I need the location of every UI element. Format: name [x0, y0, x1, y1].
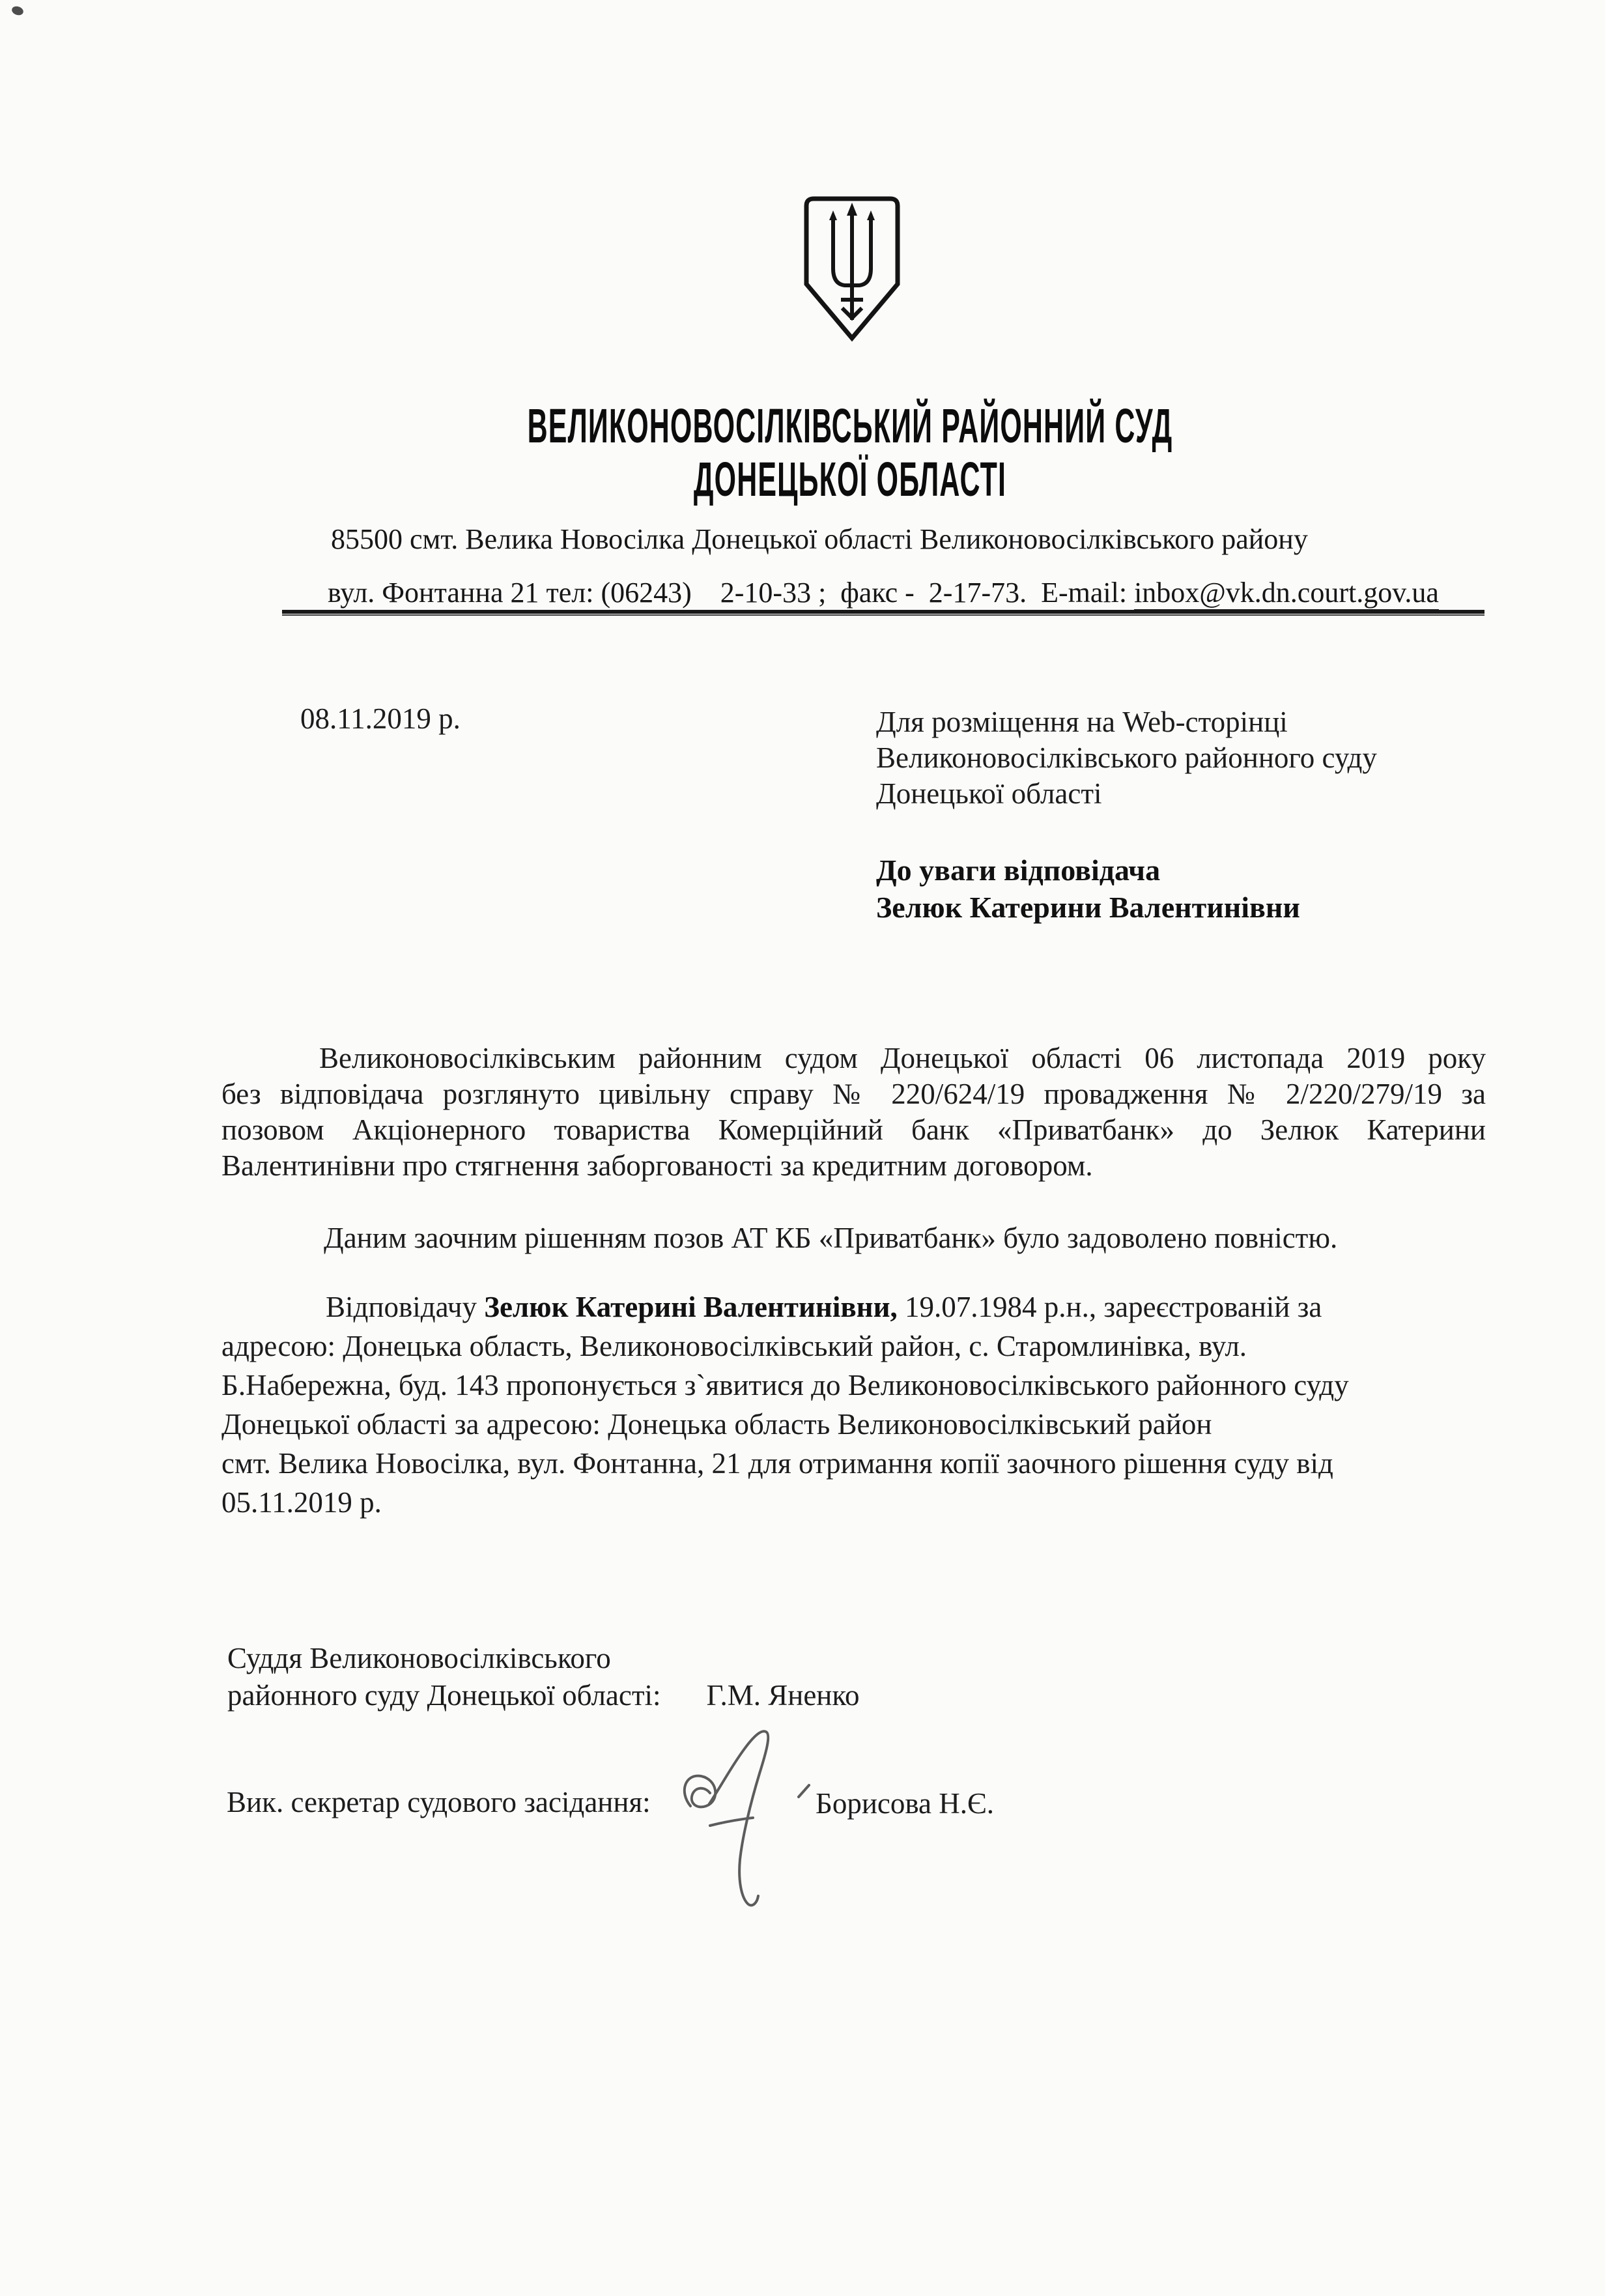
p3-rest: 19.07.1984 р.н., зареєстрованій за [897, 1291, 1322, 1323]
paragraph1-line: Валентинівни про стягнення заборгованості за кредитним договором. [221, 1149, 1093, 1182]
signature-icon [671, 1727, 821, 1916]
court-address-line2 [328, 576, 1439, 610]
paragraph1-line: Великоновосілківським районним судом Донецької області 06 листопада 2019 року [319, 1042, 1486, 1074]
paragraph3-line: Донецької області за адресою: Донецька область Великоновосілківський район [221, 1408, 1212, 1441]
ukraine-coat-of-arms-icon [803, 195, 901, 345]
paragraph3-line: адресою: Донецька область, Великоновосілківський район, с. Старомлинівка, вул. [221, 1330, 1247, 1362]
judge-title-line2 [227, 1678, 859, 1714]
respondent-name-bold: Зелюк Катерині Валентинівни, [484, 1291, 898, 1323]
letter-date: 08.11.2019 р. [300, 702, 461, 735]
p3-prefix: Відповідачу [326, 1291, 485, 1323]
trident-shield-icon [803, 195, 901, 342]
placement-line: Для розміщення на Web-сторінці [876, 706, 1288, 738]
court-address-line1: 85500 смт. Велика Новосілка Донецької області Великоновосілківського району [331, 523, 1308, 555]
paragraph1-line: позовом Акціонерного товариства Комерційний банк «Приватбанк» до Зелюк Катерини [221, 1113, 1486, 1146]
judge-title-label: районного суду Донецької області: [227, 1679, 661, 1712]
judge-title-line1: Суддя Великоновосілківського [227, 1642, 611, 1674]
court-name-line1: ВЕЛИКОНОВОСІЛКІВСЬКИЙ РАЙОННИЙ СУД [527, 399, 1173, 453]
paragraph3-line: смт. Велика Новосілка, вул. Фонтанна, 21 для отримання копії заочного рішення суду від [221, 1447, 1333, 1480]
attention-heading: До уваги відповідача [876, 854, 1161, 887]
address-contacts: вул. Фонтанна 21 тел: (06243) 2-10-33 ; факс - 2-17-73. E-mail: [328, 577, 1135, 609]
court-name-line2: ДОНЕЦЬКОЇ ОБЛАСТІ [693, 452, 1007, 506]
secretary-label: Вик. секретар судового засідання: [227, 1786, 651, 1818]
scan-artifact-speck [10, 5, 24, 17]
paragraph3-line: Б.Набережна, буд. 143 пропонується з`явитися до Великоновосілківського районного суду [221, 1369, 1349, 1401]
paragraph1-line: без відповідача розглянуто цивільну справу № 220/624/19 провадження № 2/220/279/19 за [221, 1078, 1486, 1110]
paragraph2: Даним заочним рішенням позов АТ КБ «Приватбанк» було задоволено повністю. [324, 1222, 1338, 1254]
placement-line: Донецької області [876, 777, 1102, 810]
judge-name: Г.М. Яненко [706, 1679, 860, 1712]
paragraph3-line: 05.11.2019 р. [221, 1486, 382, 1519]
court-email: inbox@vk.dn.court.gov.ua [1134, 577, 1439, 611]
header-divider-rule [282, 610, 1484, 616]
placement-line: Великоновосілківського районного суду [876, 741, 1377, 774]
paragraph3-line [221, 1289, 1486, 1325]
handwritten-signature [671, 1727, 821, 1919]
secretary-name: Борисова Н.Є. [816, 1787, 994, 1820]
respondent-name-heading: Зелюк Катерини Валентинівни [876, 891, 1300, 924]
